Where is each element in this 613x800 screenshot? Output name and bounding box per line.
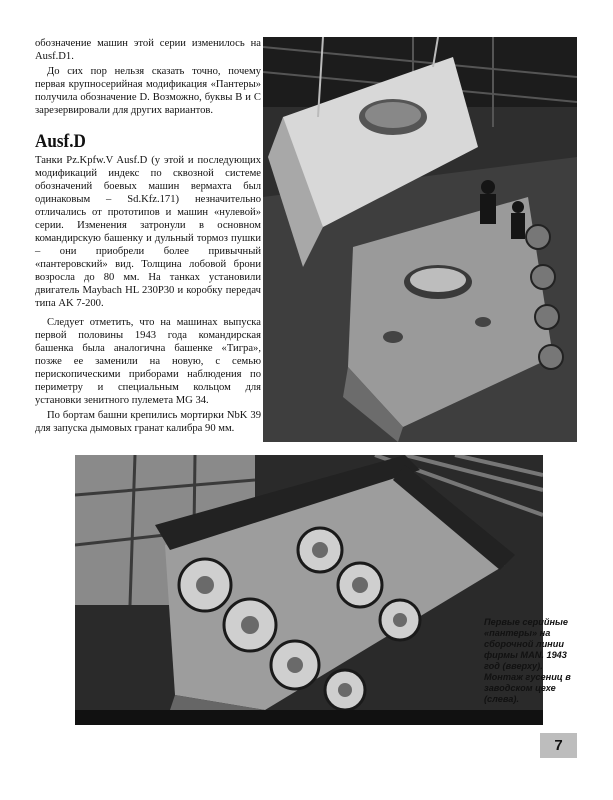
paragraph: По бортам башни крепились мортирки NbK 39 для запуска дымовых гранат калибра 90 мм. bbox=[35, 410, 261, 434]
photo-track-installation-image bbox=[75, 455, 543, 725]
paragraph: До сих пор нельзя сказать точно, почему первая крупносерийная модификация «Пантеры» получила обозначение D. Возможно, буквы B и C зарезервировали для других вариантов. bbox=[35, 66, 261, 116]
paragraph: Следует отметить, что на машинах выпуска первой половины 1943 года командирская башенка была аналогична башенке «Тигра», позже ее заменили на новую, с семью перископическими приборами наблюдения по периметру и специальным кольцом для установки зенитного пулемета MG 34. bbox=[35, 317, 261, 406]
paragraph: обозначение машин этой серии изменилось на Ausf.D1. bbox=[35, 38, 261, 62]
section-heading: Ausf.D bbox=[35, 131, 86, 152]
photo-assembly-line bbox=[263, 37, 577, 442]
photo-assembly-line-image bbox=[263, 37, 577, 442]
photo-track-installation bbox=[75, 455, 543, 725]
paragraph: Танки Pz.Kpfw.V Ausf.D (у этой и последующих модификаций индекс по сквозной системе обозначений боевых машин вермахта был одинаковым – Sd.Kfz.171) незначительно отличались от прототипов и машин «нулевой» серии. Изменения затронули в основном командирскую башенку и дульный тормоз пушки – они приобрели более привычный «пантеровский» вид. Толщина лобовой брони возросла до 80 мм. На танках установили двигатель Maybach HL 230P30 и коробку передач типа AK 7-200. bbox=[35, 155, 261, 309]
photo-caption: Первые серийные «пантеры» на сборочной линии фирмы MAN. 1943 год (вверху). Монтаж гусениц в заводском цехе (слева). bbox=[484, 617, 571, 704]
main-text-column bbox=[35, 37, 261, 437]
page-number: 7 bbox=[540, 733, 577, 758]
